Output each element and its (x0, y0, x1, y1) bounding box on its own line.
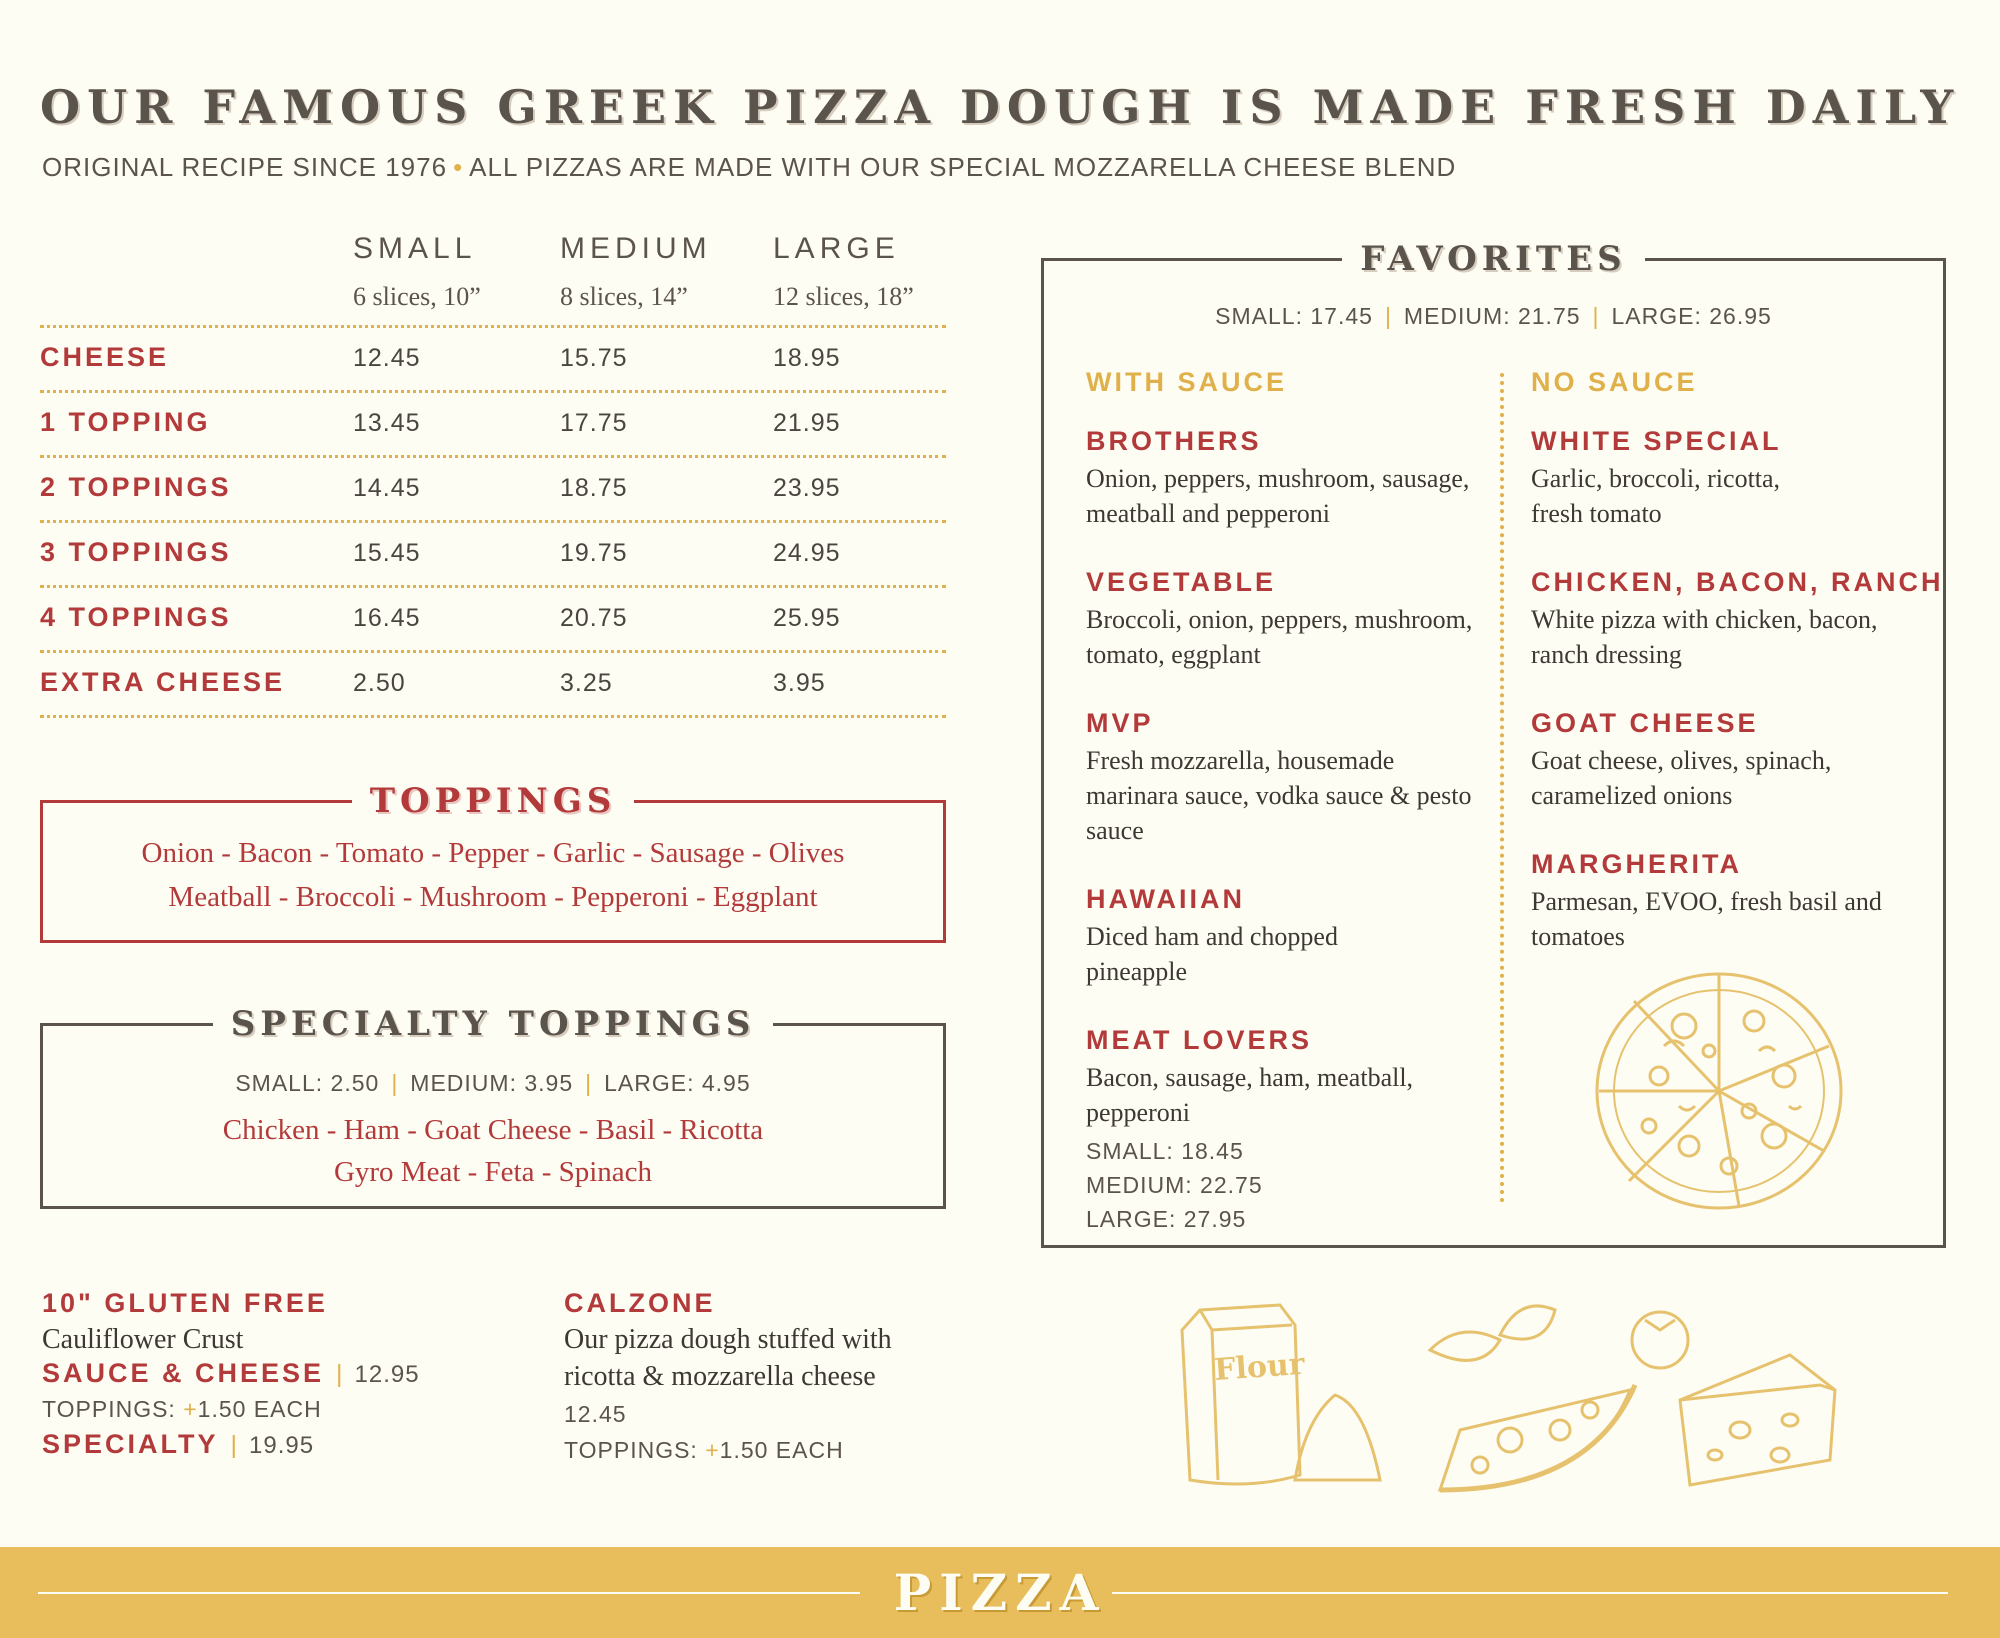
toppings-box (40, 781, 946, 943)
row-divider (40, 715, 946, 718)
toppings-list-line-1: Onion - Bacon - Tomato - Pepper - Garlic - Sausage - Olives (141, 837, 845, 869)
specialty-list-line-1: Chicken - Ham - Goat Cheese - Basil - Ricotta (222, 1114, 764, 1146)
price-row (40, 458, 946, 523)
subheadline-left: ORIGINAL RECIPE SINCE 1976 (42, 152, 448, 182)
toppings-label: TOPPINGS: (564, 1437, 698, 1463)
price-small: 2.50 (353, 669, 406, 697)
row-label: CHEESE (40, 342, 170, 372)
price-row (40, 328, 946, 393)
meat-lovers-small-price: SMALL: 18.45 (1086, 1138, 1244, 1164)
meat-lovers-large-price: LARGE: 27.95 (1086, 1206, 1247, 1232)
ingredients-sketch-icon (1160, 1290, 1840, 1500)
toppings-price: 1.50 EACH (197, 1396, 322, 1422)
favorites-column-divider (1500, 373, 1504, 1203)
footer-title: PIZZA (893, 1563, 1107, 1622)
specialty-small-price: SMALL: 2.50 (235, 1070, 380, 1096)
column-header-large: LARGE (773, 232, 900, 265)
favorite-desc: Fresh mozzarella, housemade marinara sauce, vodka sauce & pesto sauce (1086, 746, 1472, 845)
price-large: 25.95 (773, 604, 841, 632)
calzone-toppings-row (564, 1437, 954, 1464)
favorites-medium-price: MEDIUM: 21.75 (1403, 303, 1581, 329)
calzone-section (564, 1288, 954, 1464)
row-label: 4 TOPPINGS (40, 602, 232, 632)
favorite-item (1531, 708, 1931, 813)
row-label: 2 TOPPINGS (40, 472, 232, 502)
gluten-free-specialty-row (42, 1429, 542, 1460)
price-medium: 19.75 (560, 539, 628, 567)
column-header-medium: MEDIUM (560, 232, 712, 265)
sauce-cheese-price: 12.95 (354, 1361, 420, 1388)
no-sauce-title: NO SAUCE (1531, 367, 1698, 397)
favorite-desc: Parmesan, EVOO, fresh basil and tomatoes (1531, 887, 1882, 951)
separator: | (1384, 303, 1392, 329)
favorite-item (1086, 1025, 1486, 1236)
favorite-desc: Broccoli, onion, peppers, mushroom, tomato, eggplant (1086, 605, 1473, 669)
price-small: 13.45 (353, 409, 421, 437)
price-medium: 18.75 (560, 474, 628, 502)
price-table (40, 232, 946, 732)
separator: | (1592, 303, 1600, 329)
favorite-desc: Diced ham and chopped pineapple (1086, 922, 1338, 986)
favorite-name: CHICKEN, BACON, RANCH (1531, 567, 1944, 597)
price-medium: 20.75 (560, 604, 628, 632)
favorite-name: MEAT LOVERS (1086, 1025, 1313, 1055)
favorite-item (1086, 567, 1486, 672)
price-row (40, 588, 946, 653)
price-small: 14.45 (353, 474, 421, 502)
favorite-name: HAWAIIAN (1086, 884, 1245, 914)
favorite-name: MARGHERITA (1531, 849, 1742, 879)
gluten-free-section (42, 1288, 542, 1460)
price-large: 24.95 (773, 539, 841, 567)
price-medium: 3.25 (560, 669, 613, 697)
plus-sign: + (183, 1396, 198, 1422)
with-sauce-column (1086, 367, 1486, 1236)
separator: | (585, 1070, 593, 1096)
toppings-price: 1.50 EACH (719, 1437, 844, 1463)
price-row (40, 393, 946, 458)
favorite-desc: Goat cheese, olives, spinach, caramelized onions (1531, 746, 1832, 810)
favorite-name: GOAT CHEESE (1531, 708, 1759, 738)
row-label: EXTRA CHEESE (40, 667, 286, 697)
with-sauce-title: WITH SAUCE (1086, 367, 1287, 397)
favorites-small-price: SMALL: 17.45 (1215, 303, 1373, 329)
price-large: 3.95 (773, 669, 826, 697)
footer-banner (0, 1547, 2000, 1638)
price-large: 23.95 (773, 474, 841, 502)
row-label: 1 TOPPING (40, 407, 211, 437)
favorite-item (1086, 426, 1486, 531)
specialty-label: SPECIALTY (42, 1429, 219, 1459)
gluten-free-title: 10" GLUTEN FREE (42, 1288, 328, 1318)
flour-label: Flour (1213, 1346, 1306, 1388)
toppings-list-line-2: Meatball - Broccoli - Mushroom - Pepperoni - Eggplant (168, 881, 818, 913)
favorite-item (1531, 849, 1931, 954)
no-sauce-column (1531, 367, 1944, 954)
gluten-free-desc: Cauliflower Crust (42, 1324, 244, 1355)
favorites-size-prices (1044, 303, 1943, 330)
favorite-desc: Garlic, broccoli, ricotta, fresh tomato (1531, 464, 1781, 528)
price-small: 12.45 (353, 344, 421, 372)
specialty-price: 19.95 (249, 1432, 315, 1459)
meat-lovers-medium-price: MEDIUM: 22.75 (1086, 1172, 1263, 1198)
column-slices-large: 12 slices, 18” (773, 282, 914, 311)
favorite-desc: Onion, peppers, mushroom, sausage, meatball and pepperoni (1086, 464, 1470, 528)
subheadline-separator: • (453, 152, 464, 182)
page-headline: OUR FAMOUS GREEK PIZZA DOUGH IS MADE FRESH DAILY (40, 80, 1961, 134)
column-slices-medium: 8 slices, 14” (560, 282, 688, 311)
favorite-item (1086, 708, 1486, 848)
toppings-label: TOPPINGS: (42, 1396, 176, 1422)
price-row (40, 523, 946, 588)
favorites-large-price: LARGE: 26.95 (1611, 303, 1772, 329)
row-label: 3 TOPPINGS (40, 537, 232, 567)
price-large: 18.95 (773, 344, 841, 372)
specialty-list-line-2: Gyro Meat - Feta - Spinach (333, 1156, 653, 1188)
separator: | (230, 1431, 238, 1459)
favorite-desc: White pizza with chicken, bacon, ranch dressing (1531, 605, 1878, 669)
separator: | (391, 1070, 399, 1096)
gluten-free-toppings-row (42, 1396, 542, 1423)
column-header-small: SMALL (353, 232, 477, 265)
specialty-toppings-box (40, 1004, 946, 1209)
price-medium: 15.75 (560, 344, 628, 372)
favorite-item (1086, 884, 1486, 989)
favorite-name: MVP (1086, 708, 1154, 738)
favorite-item (1531, 426, 1931, 531)
favorite-desc: Bacon, sausage, ham, meatball, pepperoni (1086, 1063, 1414, 1127)
page-subheadline (42, 152, 1456, 183)
specialty-size-prices (43, 1070, 943, 1097)
favorite-name: BROTHERS (1086, 426, 1262, 456)
specialty-medium-price: MEDIUM: 3.95 (410, 1070, 574, 1096)
pizza-sketch-icon (1589, 966, 1849, 1216)
favorites-box (1041, 239, 1946, 1248)
separator: | (336, 1360, 343, 1388)
price-row (40, 653, 946, 718)
toppings-title: TOPPINGS (352, 781, 635, 821)
subheadline-right: ALL PIZZAS ARE MADE WITH OUR SPECIAL MOZZARELLA CHEESE BLEND (469, 152, 1457, 182)
plus-sign: + (705, 1437, 720, 1463)
calzone-desc: Our pizza dough stuffed with ricotta & mozzarella cheese (564, 1324, 892, 1392)
favorite-item (1531, 567, 1944, 672)
specialty-large-price: LARGE: 4.95 (604, 1070, 751, 1096)
price-small: 16.45 (353, 604, 421, 632)
favorite-name: WHITE SPECIAL (1531, 426, 1782, 456)
calzone-price: 12.45 (564, 1401, 627, 1427)
favorites-title: FAVORITES (1342, 239, 1644, 279)
specialty-toppings-title: SPECIALTY TOPPINGS (213, 1004, 774, 1044)
calzone-title: CALZONE (564, 1288, 716, 1318)
price-large: 21.95 (773, 409, 841, 437)
sauce-cheese-label: SAUCE & CHEESE (42, 1358, 325, 1388)
column-slices-small: 6 slices, 10” (353, 282, 481, 311)
price-small: 15.45 (353, 539, 421, 567)
favorite-name: VEGETABLE (1086, 567, 1277, 597)
price-medium: 17.75 (560, 409, 628, 437)
gluten-free-sauce-row (42, 1358, 542, 1389)
